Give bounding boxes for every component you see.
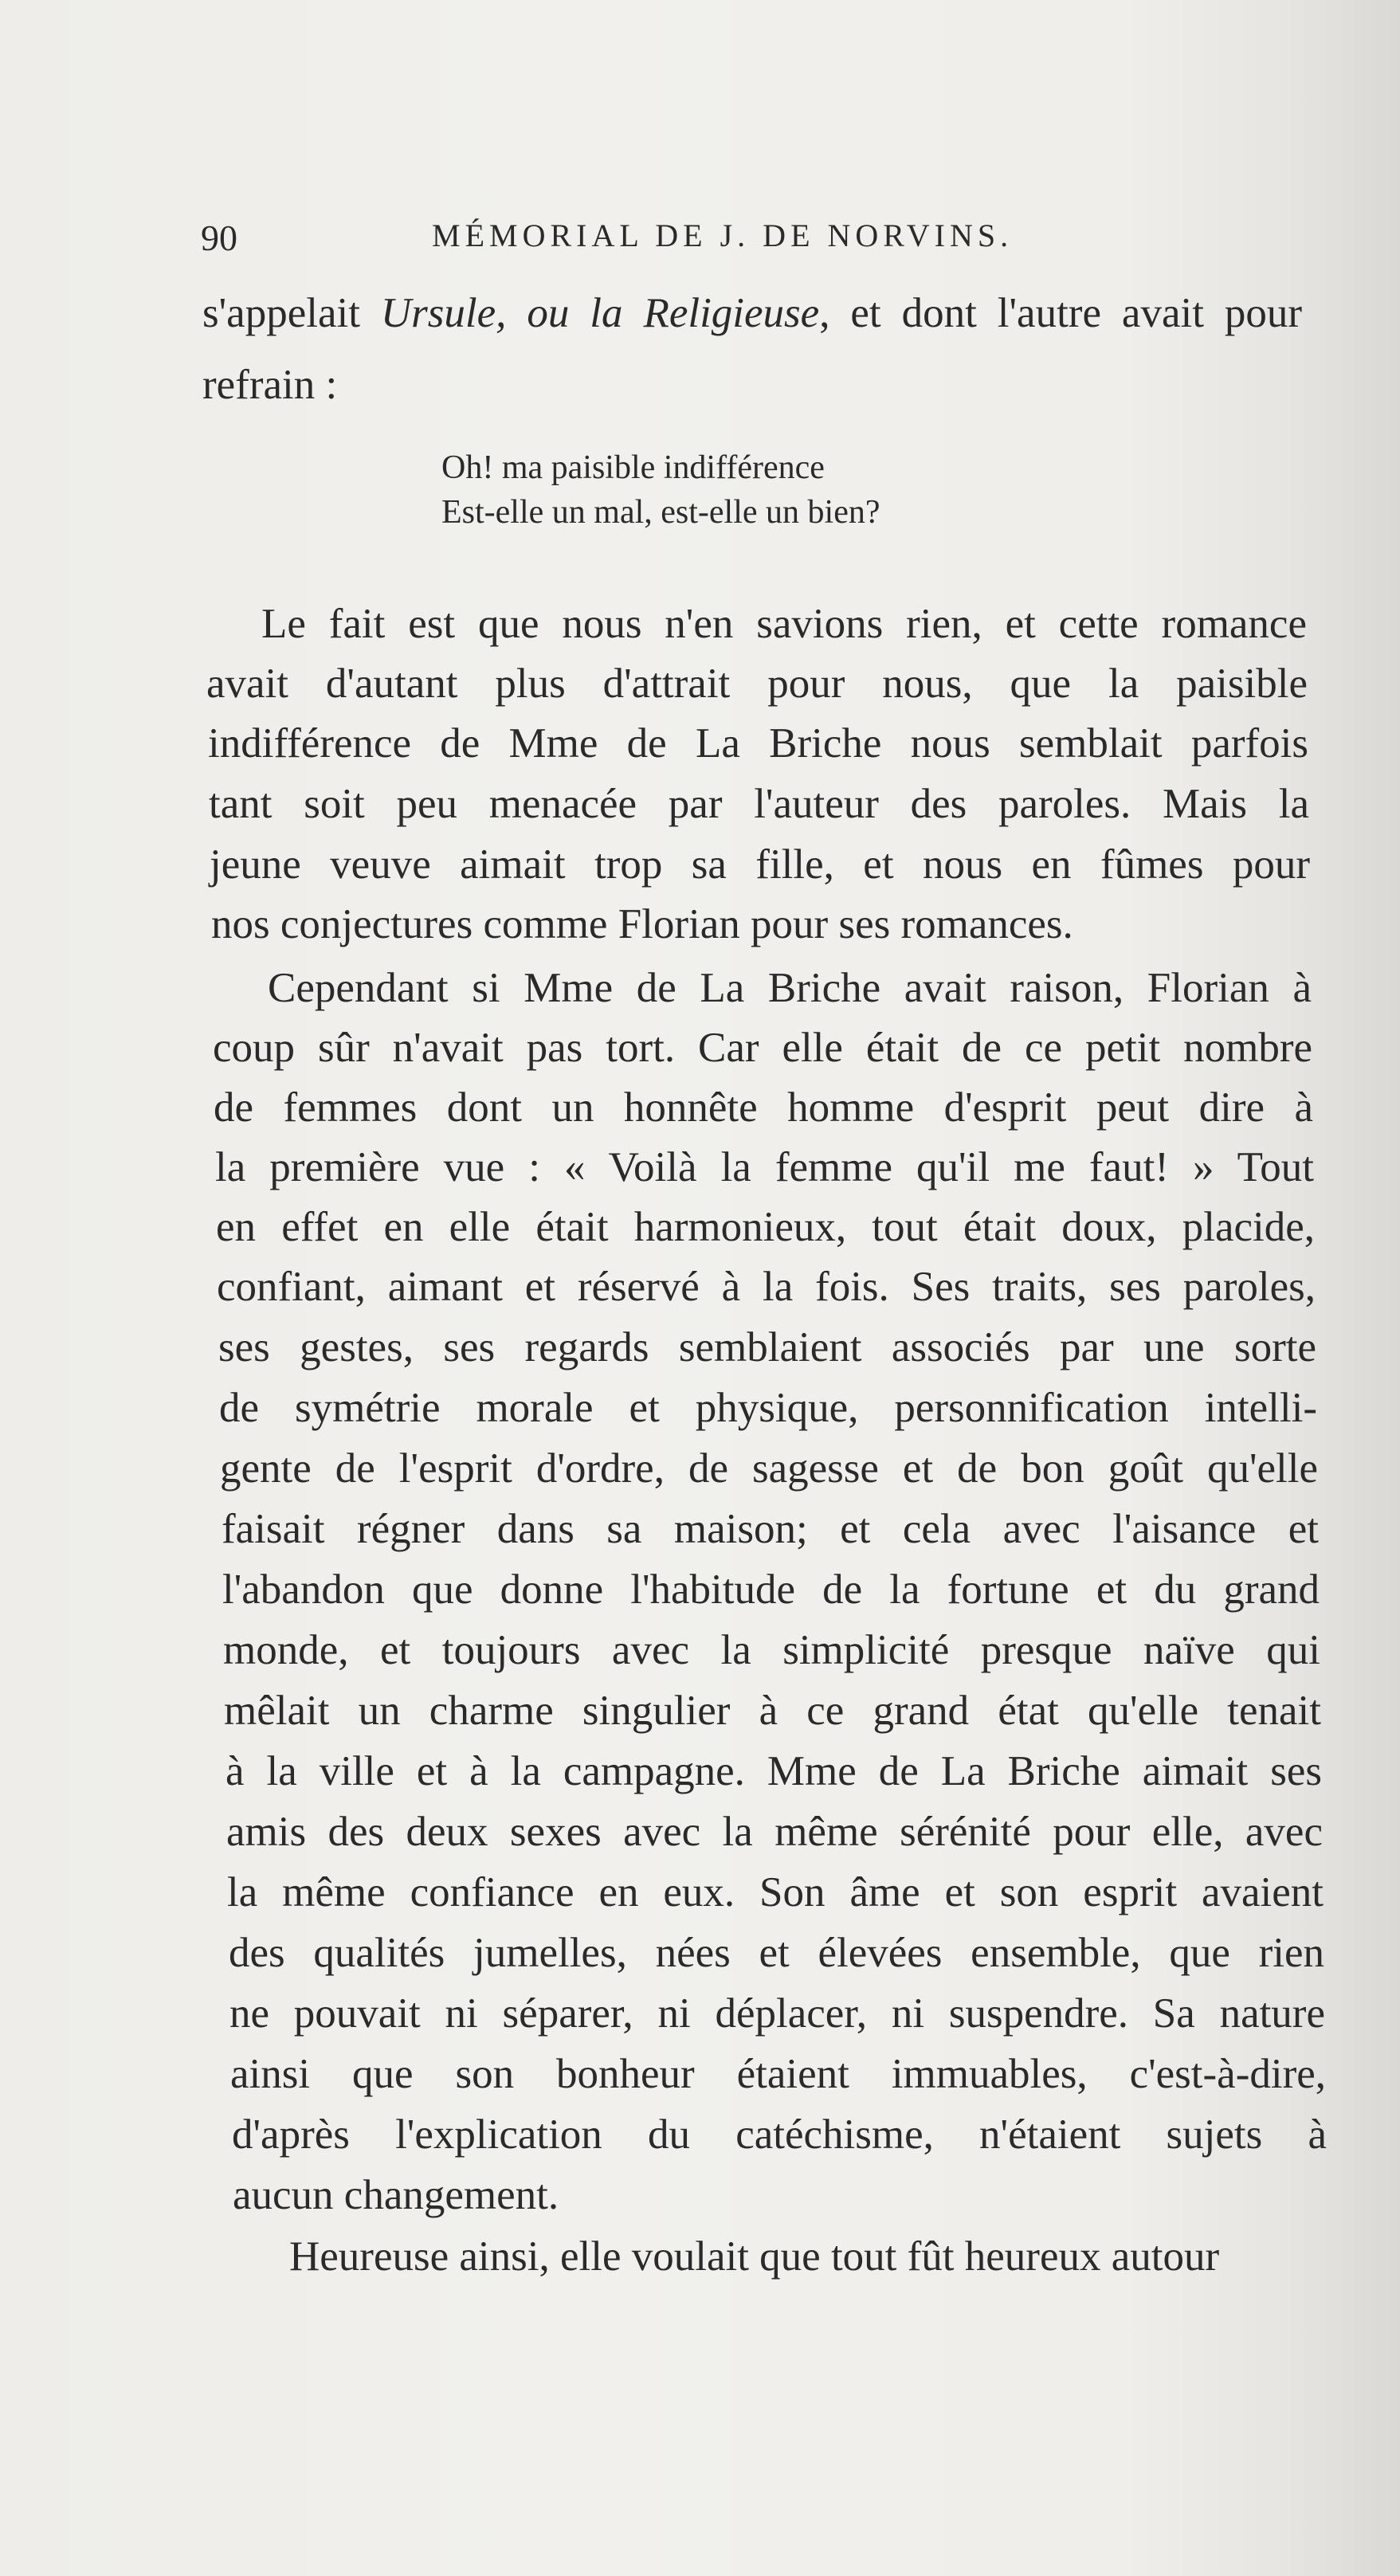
text-line: des qualités jumelles, nées et élevées ensemble, que rien <box>229 1930 1324 1976</box>
text-line: Heureuse ainsi, elle voulait que tout fût heureux autour <box>289 2233 1220 2280</box>
text-line: Cependant si Mme de La Briche avait raison, Florian à <box>268 965 1312 1011</box>
text-line: à la ville et à la campagne. Mme de La Briche aimait ses <box>225 1748 1322 1794</box>
text-line: la première vue : « Voilà la femme qu'il me faut! » Tout <box>215 1144 1314 1190</box>
text-line: d'après l'explication du catéchisme, n'étaient sujets à <box>232 2111 1327 2158</box>
running-title: MÉMORIAL DE J. DE NORVINS. <box>432 218 1014 253</box>
text-line: monde, et toujours avec la simplicité presque naïve qui <box>223 1627 1320 1673</box>
text-line <box>202 285 1302 341</box>
text-line: de femmes dont un honnête homme d'esprit peut dire à <box>214 1084 1313 1131</box>
text-line <box>202 357 1302 413</box>
text-line: avait d'autant plus d'attrait pour nous, que la paisible <box>206 661 1308 707</box>
text-run: , et dont l'autre avait pour <box>819 290 1303 336</box>
text-line: coup sûr n'avait pas tort. Car elle était de ce petit nombre <box>213 1025 1312 1071</box>
text-line: indifférence de Mme de La Briche nous semblait parfois <box>208 720 1308 767</box>
text-line: la même confiance en eux. Son âme et son esprit avaient <box>227 1869 1324 1915</box>
text-line: tant soit peu menacée par l'auteur des paroles. Mais la <box>209 781 1309 827</box>
text-line: mêlait un charme singulier à ce grand état qu'elle tenait <box>224 1688 1321 1734</box>
page-header <box>201 217 1077 272</box>
verse-line: Oh! ma paisible indifférence <box>441 449 825 486</box>
italic-title: Ursule, ou la Religieuse <box>380 290 820 336</box>
text-run: s'appelait <box>202 290 381 336</box>
text-line: ne pouvait ni séparer, ni déplacer, ni suspendre. Sa nature <box>229 1990 1325 2037</box>
verse-line: Est-elle un mal, est-elle un bien? <box>441 494 880 531</box>
text-line: de symétrie morale et physique, personnification intelli- <box>219 1385 1317 1431</box>
text-run: refrain : <box>202 362 338 408</box>
text-line: en effet en elle était harmonieux, tout était doux, placide, <box>216 1204 1315 1250</box>
text-line: ainsi que son bonheur étaient immuables, c'est-à-dire, <box>230 2051 1326 2097</box>
text-line: confiant, aimant et réservé à la fois. Ses traits, ses paroles, <box>217 1264 1316 1310</box>
text-line: Le fait est que nous n'en savions rien, et cette romance <box>261 601 1307 647</box>
text-line: amis des deux sexes avec la même sérénité pour elle, avec <box>226 1809 1323 1855</box>
text-line: l'abandon que donne l'habitude de la fortune et du grand <box>222 1566 1320 1613</box>
text-line: aucun changement. <box>233 2172 559 2218</box>
text-line: ses gestes, ses regards semblaient associés par une sorte <box>218 1324 1316 1370</box>
text-line: jeune veuve aimait trop sa fille, et nous en fûmes pour <box>210 841 1310 888</box>
text-line: nos conjectures comme Florian pour ses romances. <box>211 901 1073 947</box>
text-line: faisait régner dans sa maison; et cela avec l'aisance et <box>222 1506 1319 1552</box>
text-line: gente de l'esprit d'ordre, de sagesse et de bon goût qu'elle <box>220 1445 1318 1492</box>
page-number: 90 <box>201 218 237 258</box>
